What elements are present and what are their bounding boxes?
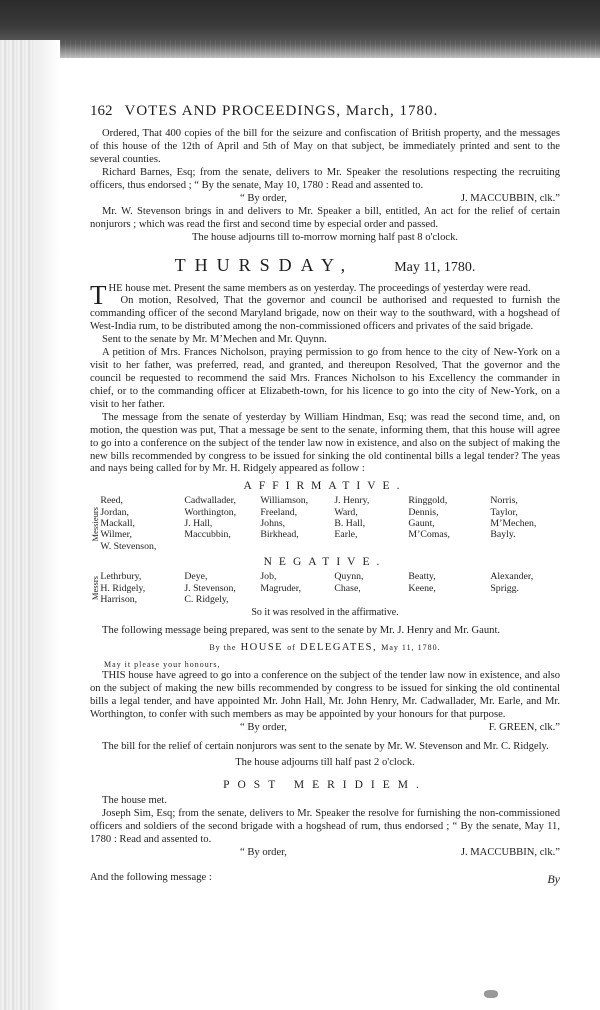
voter-name: Norris, [490,495,518,507]
voter-name: Gaunt, [408,518,435,530]
negative-heading: NEGATIVE. [263,556,387,569]
affirmative-vote-list [90,495,560,552]
voter-name: Lethrbury, [100,571,142,583]
adjournment-notice: The house adjourns till half past 2 o'clock. [235,757,415,769]
voter-name: Jordan, [100,506,129,518]
heading-date: May 11, 1780. [381,643,441,653]
voter-name: B. Hall, [334,518,366,530]
paragraph-stevenson-bill: Mr. W. Stevenson brings in and delivers to Mr. Speaker a bill, entitled, An act for the relief of certain nonjurors ; which was read the first and second time by especial order and passed. [90,205,560,230]
affirmative-heading: AFFIRMATIVE. [243,480,407,493]
paragraph-nicholson-petition: A petition of Mrs. Frances Nicholson, praying permission to go from hence to the city of New-York on a visit to her father, was preferred, read, and granted, and thereupon Resolved, That the governor and the council be requested to recommend the said Mrs. Frances Nicholson to his Excellency the commander in chief, or to the commanding officer at Elizabeth-town, for his licence to go into the city of New-York, on a visit to her father. [90,347,560,410]
by-order-text: “ By order, [240,847,287,859]
voter-name: Worthington, [184,506,237,518]
negative-column [100,571,184,605]
heading-of: of [287,643,296,653]
voter-name: Keene, [408,582,436,594]
following-message-text: And the following message : [90,872,212,884]
voter-name: J. Stevenson, [184,582,236,594]
paragraph-bill-sent: The bill for the relief of certain nonjurors was sent to the senate by Mr. W. Stevenson and Mr. C. Ridgely. [102,740,549,752]
salutation: May it please your honours, [104,660,221,670]
voter-name: Maccubbin, [184,529,231,541]
voter-name: Sprigg. [490,582,519,594]
heading-delegates: DELEGATES, [300,642,378,654]
paragraph-ordered: Ordered, That 400 copies of the bill for the seizure and confiscation of British property, and the messages of this house of the 12th of April and 5th of May on that subject, be immediately printed and sent to the several counties. [90,128,560,166]
vote-result: So it was resolved in the affirmative. [251,607,399,619]
paragraph-rum-resolution: On motion, Resolved, That the governor and council be authorised and requested to furnish the commanding officer of the second Maryland brigade, now on their way to the southward, with a hogshead of West-India rum, to be distributed among the non-commissioned officers and privates of the said brigade. [90,295,560,333]
paragraph-message-sent: The following message being prepared, was sent to the senate by Mr. J. Henry and Mr. Gaunt. [102,625,501,637]
voter-name: W. Stevenson, [100,540,157,552]
house-met-text: HE house met. Present the same members as on yesterday. The proceedings of yesterday were read. [108,282,531,294]
voter-name: M’Mechen, [490,518,537,530]
voter-name: Taylor, [490,506,518,518]
by-order-text: “ By order, [240,721,287,733]
document-page [90,102,560,887]
affirmative-column [490,495,560,552]
voter-name: Williamson, [260,495,309,507]
affirmative-column [408,495,490,552]
negative-side-label: Messrs [90,576,100,601]
voter-name: Quynn, [334,571,364,583]
paragraph-conference-message: THIS house have agreed to go into a conference on the subject of the tender law now in existence, and also on the subject of making the new bills recommended by congress to be issued for sinking the old continental bills a legal tender, and have appointed Mr. John Hall, Mr. John Henry, Mr. Cadwallader, Mr. Earle, and Mr. Worthington, to confer with such members as may be appointed by your honours for that purpose. [90,669,560,720]
negative-column [184,571,260,605]
voter-name: Wilmer, [100,529,132,541]
drop-cap: T [90,279,107,310]
voter-name: Beatty, [408,571,436,583]
negative-column [408,571,490,605]
scan-gutter-edge [0,40,36,1010]
catchword: By [547,872,560,887]
affirmative-column [260,495,334,552]
clerk-signature: J. MACCUBBIN, clk.” [460,192,560,204]
voter-name: Ringgold, [408,495,448,507]
clerk-signature: F. GREEN, clk.” [488,721,560,733]
affirmative-column [184,495,260,552]
voter-name: Mackall, [100,518,135,530]
day-heading [90,255,560,277]
voter-name: M’Comas, [408,529,450,541]
page-title: VOTES AND PROCEEDINGS, March, 1780. [124,103,439,119]
voter-name: Job, [260,571,277,583]
paragraph-barnes: Richard Barnes, Esq; from the senate, delivers to Mr. Speaker the resolutions respecting the recruiting officers, thus endorsed ; “ By the senate, May 10, 1780 : Read and assented to. [90,167,560,191]
affirmative-column [100,495,184,552]
voter-name: Cadwallader, [184,495,236,507]
by-order-text: “ By order, [240,192,287,204]
voter-name: Earle, [334,529,358,541]
negative-column [260,571,334,605]
voter-name: J. Henry, [334,495,370,507]
house-of-delegates-heading [90,642,560,655]
voter-name: Harrison, [100,593,138,605]
voter-name: Alexander, [490,571,534,583]
voter-name: Johns, [260,518,286,530]
scan-gutter-fade [36,40,60,1010]
voter-name: Ward, [334,506,358,518]
paragraph-hindman-message: The message from the senate of yesterday by William Hindman, Esq; was read the second time, and, on motion, the question was put, That a message be sent to the senate, informing them, that this house will agree to go into a conference on the subject of the tender law now in existence, and also on the subject of making the new bills recommended by congress to be issued for sinking the old continental bills a legal tender? The yeas and nays being called for by Mr. H. Ridgely appeared as follow : [90,411,560,475]
scan-binding-texture [0,40,600,60]
negative-column [334,571,408,605]
voter-name: H. Ridgely, [100,582,146,594]
voter-name: Deye, [184,571,208,583]
negative-vote-list [90,571,560,605]
voter-name: Magruder, [260,582,302,594]
heading-house: HOUSE [240,642,284,654]
post-meridiem-heading: POST MERIDIEM. [223,779,427,792]
signature-block [90,847,560,860]
paragraph-sent-to-senate: Sent to the senate by Mr. M’Mechen and Mr. Quynn. [102,334,327,346]
page-number: 162 [90,103,113,119]
clerk-signature: J. MACCUBBIN, clk.” [460,847,560,859]
voter-name: Freeland, [260,506,298,518]
signature-block [90,722,560,735]
paragraph-pm-house-met: The house met. [102,795,168,807]
affirmative-column [334,495,408,552]
voter-name: J. Hall, [184,518,213,530]
ink-smudge [484,990,498,998]
paragraph-house-met [90,279,560,310]
signature-block [90,193,560,206]
adjournment-notice: The house adjourns till to-morrow morning half past 8 o'clock. [191,231,459,243]
page-footer-line [90,872,560,887]
voter-name: Dennis, [408,506,439,518]
day-name: THURSDAY, [174,254,355,275]
affirmative-side-label: Messieurs [90,506,100,542]
voter-name: Birkhead, [260,529,299,541]
voter-name: C. Ridgely, [184,593,229,605]
voter-name: Reed, [100,495,123,507]
day-date: May 11, 1780. [394,259,476,275]
paragraph-sim-resolve: Joseph Sim, Esq; from the senate, delivers to Mr. Speaker the resolve for furnishing the non-commissioned officers and soldiers of the second brigade with a hogshead of rum, thus endorsed ; “ By the senate, May 11, 1780 : Read and assented to. [90,808,560,846]
heading-by: By the [209,643,237,653]
running-header [90,102,560,120]
voter-name: Chase, [334,582,361,594]
negative-column [490,571,560,605]
voter-name: Bayly. [490,529,516,541]
